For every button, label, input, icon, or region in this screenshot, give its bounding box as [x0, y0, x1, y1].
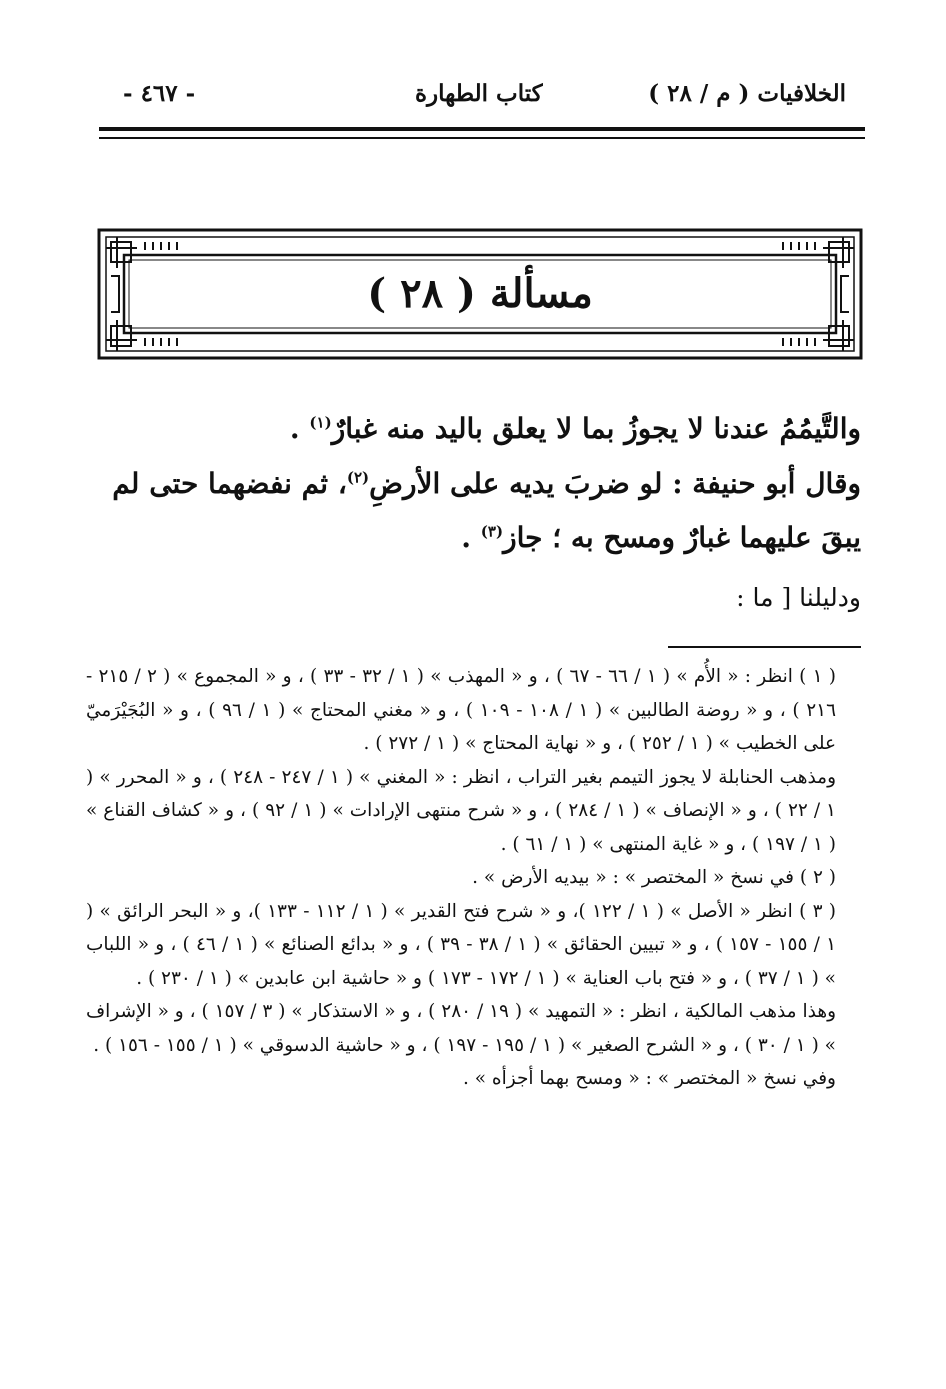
- footnote-ref-1: (١): [309, 413, 332, 432]
- header-book-ref: الخلافيات ( م / ٢٨ ): [648, 80, 846, 107]
- footnote-3-variant: وفي نسخ « المختصر » : « ومسح بهما أجزأه » .: [462, 1068, 836, 1089]
- footnote-2: ( ٢ ) في نسخ « المختصر » : « بيديه الأرض » .: [472, 867, 836, 888]
- problem-title: مسألة ( ٢٨ ): [367, 270, 593, 317]
- page-number: - ٤٦٧ -: [123, 80, 196, 107]
- footnote-1: ( ١ ) انظر : « الأُم » ( ١ / ٦٦ - ٦٧ ) ، و « المهذب » ( ١ / ٣٢ - ٣٣ ) ، و « المجموع » ( ٢ / ٢١٥ - ٢١٦ ) ، و « روضة الطالبين » ( ١ / ١٠٨ - ١٠٩ ) ، و « مغني المحتاج » ( ١ / ٩٦ ) ، و « البُجَيْرَميّ على الخطيب » ( ١ / ٢٥٢ ) ، و « نهاية المحتاج » ( ١ / ٢٧٢ ) .: [86, 666, 837, 754]
- header-rule-thick: [99, 127, 865, 131]
- footnote-separator: [668, 646, 861, 648]
- header-chapter: كتاب الطهارة: [415, 80, 543, 107]
- footnotes: [86, 660, 864, 1096]
- paragraph-2-continued: يبقَ عليهما غبارٌ ومسح به ؛ جاز$^{(٣)}$ .: [461, 521, 861, 554]
- footnote-ref-3: (٣): [480, 522, 504, 541]
- paragraph-2: وقال أبو حنيفة : لو ضربَ يديه على الأرضِ$^{(٢)}$، ثم نفضهما حتى لم: [112, 467, 861, 500]
- footnote-3: ( ٣ ) انظر « الأصل » ( ١ / ١٢٢ )، و « شرح فتح القدير » ( ١ / ١١٢ - ١٣٣ )، و « البحر الرائق » ( ١ / ١٥٥ - ١٥٧ ) ، و « تبيين الحقائق » ( ١ / ٣٨ - ٣٩ ) ، و « بدائع الصنائع » ( ١ / ٤٦ ) ، و « اللباب » ( ١ / ٣٧ ) ، و « فتح باب العناية » ( ١ / ١٧٢ - ١٧٣ ) و « حاشية ابن عابدين » ( ١ / ٢٣٠ ) .: [86, 900, 837, 989]
- header-rule-thin: [99, 137, 865, 139]
- title-frame: [97, 228, 863, 360]
- footnote-3-maliki: وهذا مذهب المالكية ، انظر : « التمهيد » ( ١٩ / ٢٨٠ ) ، و « الاستذكار » ( ٣ / ١٥٧ ) ، و « الإشراف » ( ١ / ٣٠ ) ، و « الشرح الصغير » ( ١ / ١٩٥ - ١٩٧ ) ، و « حاشية الدسوقي » ( ١ / ١٥٥ - ١٥٦ ) .: [86, 1001, 837, 1056]
- paragraph-1: والتَّيمُمُ عندنا لا يجوزُ بما لا يعلق باليد منه غبارٌ$^{(١)}$ .: [289, 412, 861, 445]
- paragraph-3: ودليلنا [ ما :: [736, 583, 861, 612]
- footnote-1-hanbali: ومذهب الحنابلة لا يجوز التيمم بغير التراب ، انظر : « المغني » ( ١ / ٢٤٧ - ٢٤٨ ) ، و « المحرر » ( ١ / ٢٢ ) ، و « الإنصاف » ( ١ / ٢٨٤ ) ، و « شرح منتهى الإرادات » ( ١ / ٩٢ ) ، و « كشاف القناع » ( ١ / ١٩٧ ) ، و « غاية المنتهى » ( ١ / ٦١ ) .: [86, 766, 837, 855]
- footnote-ref-2: (٢): [346, 468, 370, 487]
